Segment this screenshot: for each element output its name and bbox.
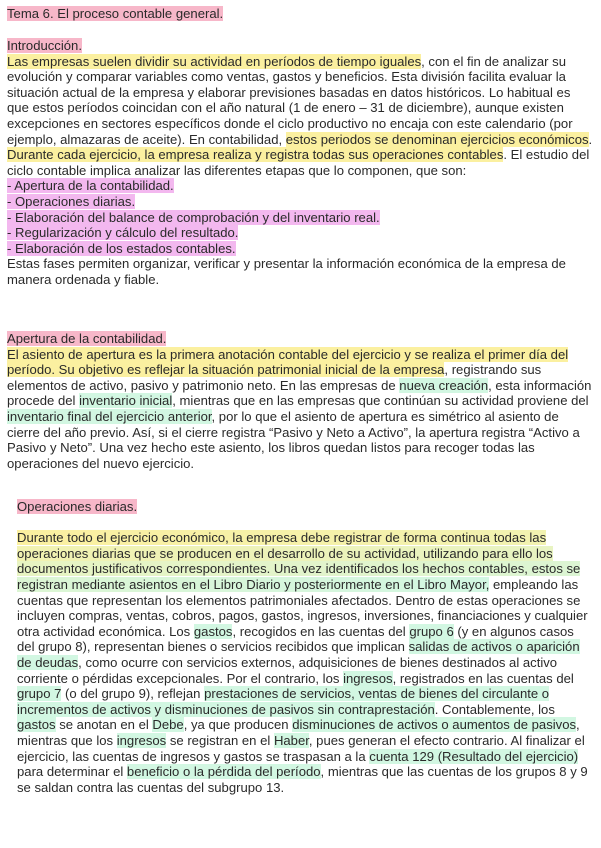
list-item: - Operaciones diarias. xyxy=(7,193,136,209)
title-text: Tema 6. El proceso contable general. xyxy=(7,6,224,21)
page-title xyxy=(7,6,223,22)
section-apertura xyxy=(7,331,593,471)
operaciones-paragraph: Durante todo el ejercicio económico, la empresa debe registrar de forma continua todas las operaciones diarias que se producen en el desarrollo de su actividad, utilizando para ello los documentos justificativos correspondientes. Una vez identificados los hechos contables, estos se registran mediante asientos en el Libro Diario y posteriormente en el Libro Mayor, empleando las cuentas que representan los elementos patrimoniales afectados. Dentro de estas operaciones se incluyen compras, ventas, cobros, pagos, gastos, ingresos, inversiones, financiaciones y cualquier otra actividad económica. Los gastos, recogidos en las cuentas del grupo 6 (y en algunos casos del grupo 8), representan bienes o servicios recibidos que implican salidas de activos o aparición de deudas, como ocurre con servicios externos, adquisiciones de bienes destinados al activo corriente o pérdidas excepcionales. Por el contrario, los ingresos, registrados en las cuentas del grupo 7 (o del grupo 9), reflejan prestaciones de servicios, ventas de bienes del circulante o incrementos de activos y disminuciones de pasivos sin contraprestación. Contablemente, los gastos se anotan en el Debe, ya que producen disminuciones de activos o aumentos de pasivos, mientras que los ingresos se registran en el Haber, pues generan el efecto contrario. Al finalizar el ejercicio, las cuentas de ingresos y gastos se traspasan a la cuenta 129 (Resultado del ejercicio) para determinar el beneficio o la pérdida del período, mientras que las cuentas de los grupos 8 y 9 se saldan contra las cuentas del subgrupo 13. xyxy=(17,530,588,795)
list-item: - Apertura de la contabilidad. xyxy=(7,178,174,194)
section-heading: Introducción. xyxy=(7,38,82,53)
section-heading: Operaciones diarias. xyxy=(17,499,138,514)
section-introduccion xyxy=(7,38,593,288)
intro-paragraph: Las empresas suelen dividir su actividad en períodos de tiempo iguales, con el fin de analizar su evolución y comparar variables como ventas, gastos y beneficios. Esta división facilita evaluar la situación actual de la empresa y elaborar previsiones basadas en datos históricos. Lo habitual es que estos períodos coincidan con el año natural (1 de enero – 31 de diciembre), aunque existen excepciones en sectores específicos donde el ciclo productivo no encaja con este calendario (por ejemplo, almazaras de aceite). En contabilidad, estos periodos se denominan ejercicios económicos. Durante cada ejercicio, la empresa realiza y registra todas sus operaciones contables. El estudio del ciclo contable implica analizar las diferentes etapas que lo componen, que son: xyxy=(7,53,593,178)
list-item: - Regularización y cálculo del resultado. xyxy=(7,225,239,241)
intro-closing-paragraph: Estas fases permiten organizar, verificar y presentar la información económica de la empresa de manera ordenada y fiable. xyxy=(7,256,566,287)
section-heading: Apertura de la contabilidad. xyxy=(7,331,167,346)
apertura-paragraph: El asiento de apertura es la primera anotación contable del ejercicio y se realiza el primer día del período. Su objetivo es reflejar la situación patrimonial inicial de la empresa, registrando sus elementos de activo, pasivo y patrimonio neto. En las empresas de nueva creación, esta información procede del inventario inicial, mientras que en las empresas que continúan su actividad proviene del inventario final del ejercicio anterior, por lo que el asiento de apertura es simétrico al asiento de cierre del año previo. Así, si el cierre registra “Pasivo y Neto a Activo”, la apertura registra “Activo a Pasivo y Neto”. Una vez hecho este asiento, los libros quedan listos para recoger todas las operaciones del nuevo ejercicio. xyxy=(7,346,592,471)
list-item: - Elaboración de los estados contables. xyxy=(7,240,236,256)
section-operaciones xyxy=(17,499,593,795)
list-item: - Elaboración del balance de comprobación y del inventario real. xyxy=(7,209,380,225)
